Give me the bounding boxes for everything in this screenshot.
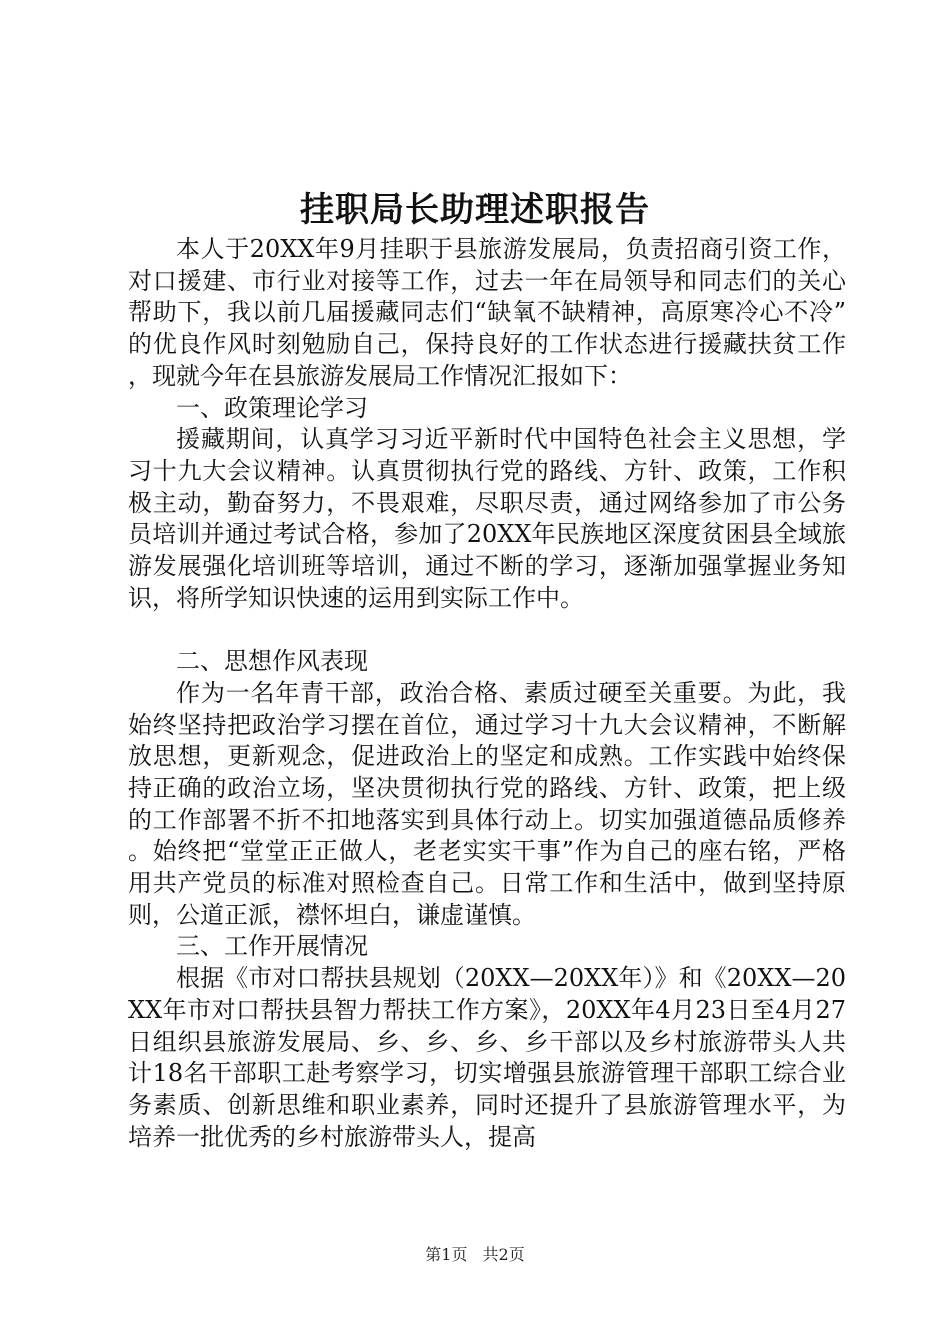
paragraph-spacer xyxy=(128,614,846,646)
section-heading-work-progress: 三、工作开展情况 xyxy=(176,932,368,961)
section-heading-ideology-style: 二、思想作风表现 xyxy=(176,647,368,676)
section-heading-policy-study: 一、政策理论学习 xyxy=(176,393,368,422)
document-title: 挂职局长助理述职报告 xyxy=(300,190,650,230)
page-footer xyxy=(0,1244,950,1266)
document-body xyxy=(128,234,846,1153)
intro-paragraph: 本人于20XX年9月挂职于县旅游发展局，负责招商引资工作，对口援建、市行业对接等工作，过去一年在局领导和同志们的关心帮助下，我以前几届援藏同志们“缺氧不缺精神，高原寒冷心不冷”的优良作风时刻勉励自己，保持良好的工作状态进行援藏扶贫工作，现就今年在县旅游发展局工作情况汇报如下： xyxy=(128,235,846,390)
work-progress-paragraph: 根据《市对口帮扶县规划（20XX—20XX年）》和《20XX—20XX年市对口帮扶县智力帮扶工作方案》，20XX年4月23日至4月27日组织县旅游发展局、乡、乡、乡、乡干部以及乡村旅游带头人共计18名干部职工赴考察学习，切实增强县旅游管理干部职工综合业务素质、创新思维和职业素养，同时还提升了县旅游管理水平，为培养一批优秀的乡村旅游带头人，提高 xyxy=(128,964,846,1151)
ideology-style-paragraph: 作为一名年青干部，政治合格、素质过硬至关重要。为此，我始终坚持把政治学习摆在首位，通过学习十九大会议精神，不断解放思想，更新观念，促进政治上的坚定和成熟。工作实践中始终保持正确的政治立场，坚决贯彻执行党的路线、方针、政策，把上级的工作部署不折不扣地落实到具体行动上。切实加强道德品质修养。始终把“堂堂正正做人，老老实实干事”作为自己的座右铭，严格用共产党员的标准对照检查自己。日常工作和生活中，做到坚持原则，公道正派，襟怀坦白，谦虚谨慎。 xyxy=(128,678,846,929)
page-total: 共2页 xyxy=(482,1245,525,1264)
policy-study-paragraph: 援藏期间，认真学习习近平新时代中国特色社会主义思想，学习十九大会议精神。认真贯彻执行党的路线、方针、政策，工作积极主动，勤奋努力，不畏艰难，尽职尽责，通过网络参加了市公务员培训并通过考试合格，参加了20XX年民族地区深度贫困县全域旅游发展强化培训班等培训，通过不断的学习，逐渐加强掌握业务知识，将所学知识快速的运用到实际工作中。 xyxy=(128,425,846,612)
page-number: 第1页 xyxy=(425,1245,468,1264)
